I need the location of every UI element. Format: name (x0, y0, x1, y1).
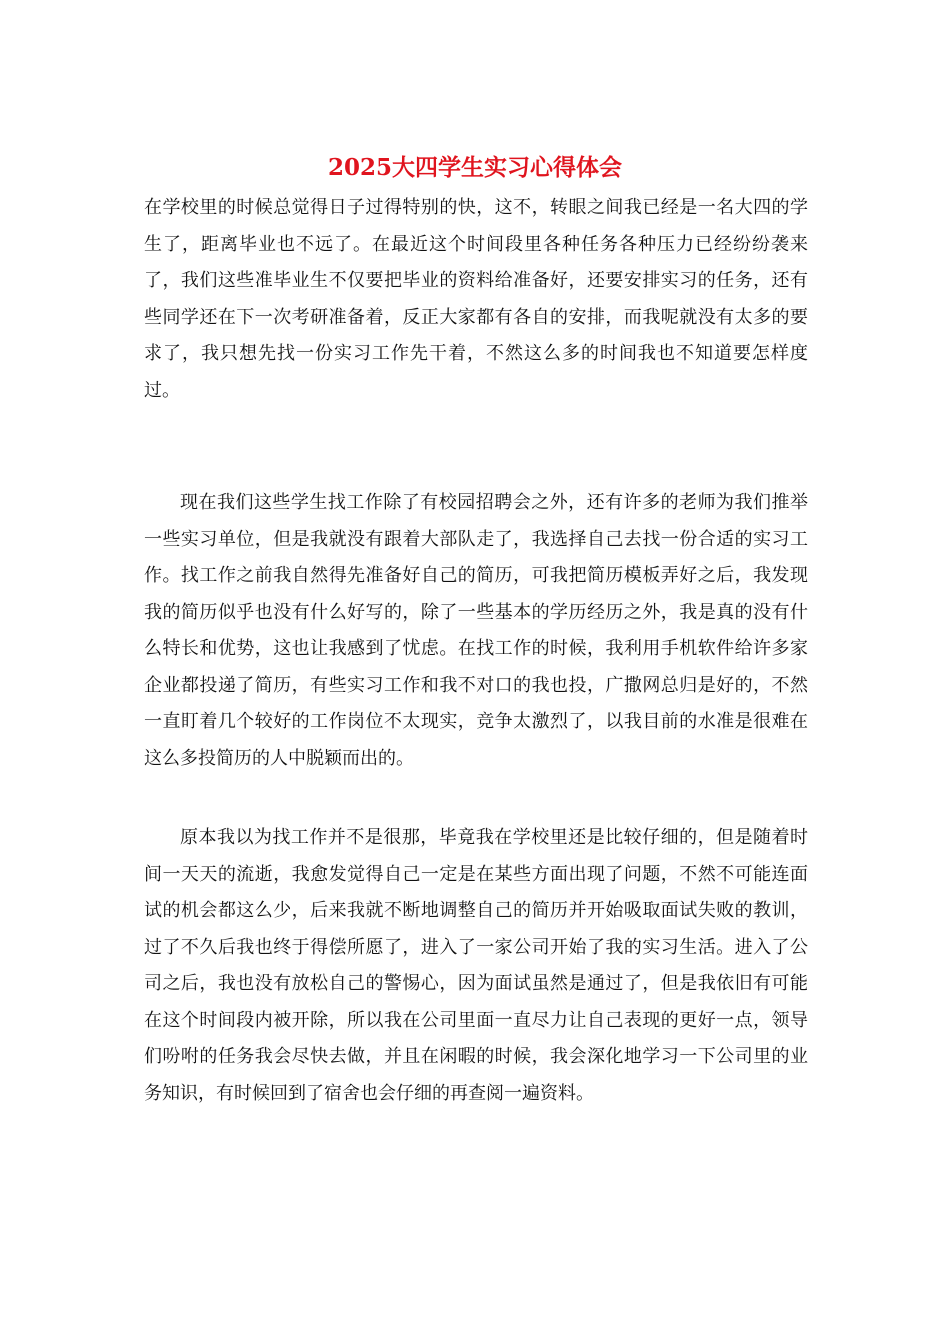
paragraph-1: 在学校里的时候总觉得日子过得特别的快，这不，转眼之间我已经是一名大四的学生了，距离毕业也不远了。在最近这个时间段里各种任务各种压力已经纷纷袭来了，我们这些准毕业生不仅要把毕业的资料给准备好，还要安排实习的任务，还有些同学还在下一次考研准备着，反正大家都有各自的安排，而我呢就没有太多的要求了，我只想先找一份实习工作先干着，不然这么多的时间我也不知道要怎样度过。 (144, 197, 808, 401)
document-title: 2025大四学生实习心得体会 (327, 154, 622, 181)
paragraph-2: 现在我们这些学生找工作除了有校园招聘会之外，还有许多的老师为我们推举一些实习单位，但是我就没有跟着大部队走了，我选择自己去找一份合适的实习工作。找工作之前我自然得先准备好自己的简历，可我把简历模板弄好之后，我发现我的简历似乎也没有什么好写的，除了一些基本的学历经历之外，我是真的没有什么特长和优势，这也让我感到了忧虑。在找工作的时候，我利用手机软件给许多家企业都投递了简历，有些实习工作和我不对口的我也投，广撒网总归是好的，不然一直盯着几个较好的工作岗位不太现实，竞争太激烈了，以我目前的水准是很难在这么多投简历的人中脱颖而出的。 (144, 492, 808, 769)
paragraph-3: 原本我以为找工作并不是很那，毕竟我在学校里还是比较仔细的，但是随着时间一天天的流逝，我愈发觉得自己一定是在某些方面出现了问题，不然不可能连面试的机会都这么少，后来我就不断地调整自己的简历并开始吸取面试失败的教训，过了不久后我也终于得偿所愿了，进入了一家公司开始了我的实习生活。进入了公司之后，我也没有放松自己的警惕心，因为面试虽然是通过了，但是我依旧有可能在这个时间段内被开除，所以我在公司里面一直尽力让自己表现的更好一点，领导们吩咐的任务我会尽快去做，并且在闲暇的时候，我会深化地学习一下公司里的业务知识，有时候回到了宿舍也会仔细的再查阅一遍资料。 (144, 827, 808, 1104)
